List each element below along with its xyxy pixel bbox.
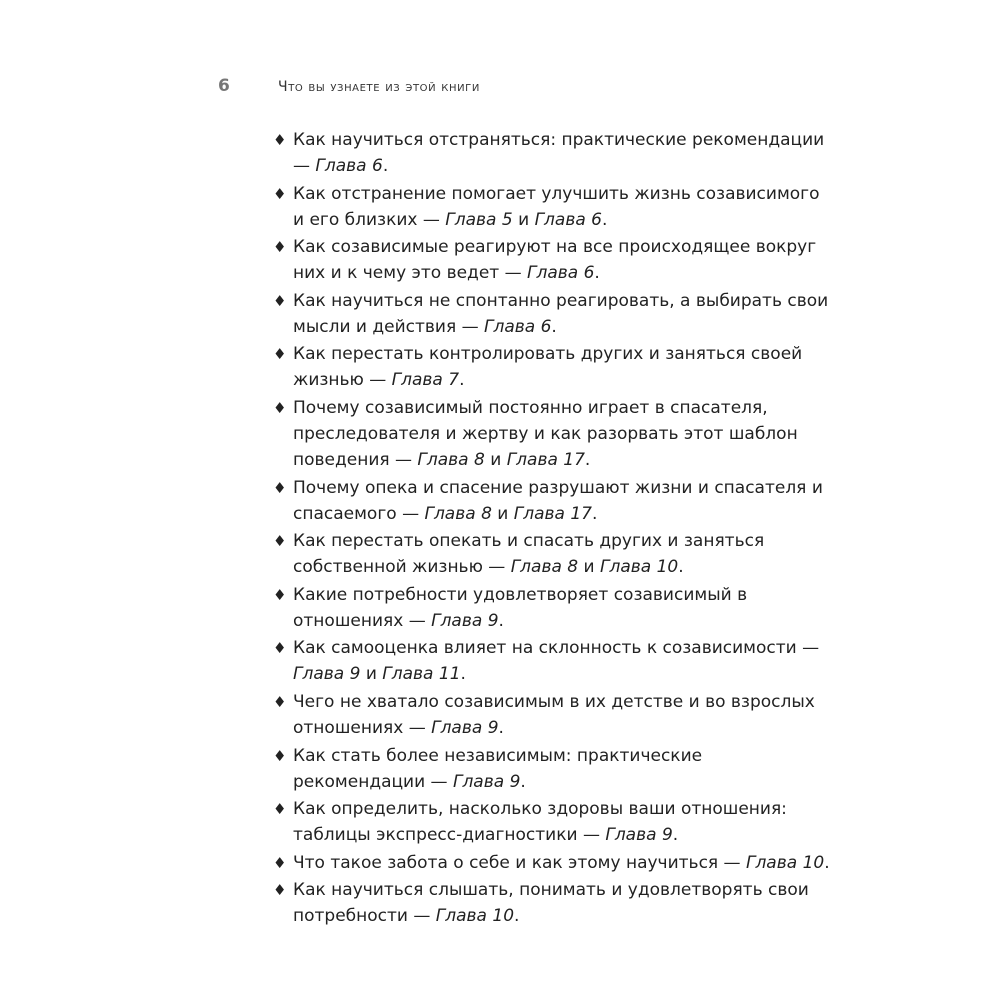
diamond-bullet-icon: ♦ [273,398,287,417]
chapter-ref: Глава 9 [431,717,499,738]
list-item [273,582,833,634]
chapter-ref: Глава 10 [435,906,515,927]
diamond-bullet-icon: ♦ [273,746,287,765]
item-text: Как научиться отстраняться: практические рекомендации — [293,130,825,176]
item-end: . [514,906,520,927]
diamond-bullet-icon: ♦ [273,238,287,257]
item-end: . [460,664,466,685]
list-item [273,288,833,340]
list-item [273,181,833,233]
item-end: . [459,370,465,391]
list-item [273,127,833,179]
item-text: Какие потребности удовлетворяет созависимый в отношениях — [293,584,748,631]
item-end: . [824,852,830,873]
item-end: . [498,610,504,631]
item-text: Почему созависимый постоянно играет в спасателя, преследователя и жертву и как разорвать этот шаблон поведения — [293,397,798,470]
item-text: Как самооценка влияет на склонность к созависимости — [293,638,820,659]
item-end: . [382,156,389,176]
item-text: Как перестать опекать и спасать других и заняться собственной жизнью — [293,531,765,578]
item-text: Чего не хватало созависимым в их детстве и во взрослых отношениях — [293,691,815,738]
chapter-ref: Глава 6 [534,209,602,230]
item-end: . [672,825,679,846]
item-end: . [591,503,598,524]
item-connector: и [360,664,383,685]
item-end: . [678,557,684,578]
chapter-ref: Глава 5 [445,209,513,230]
item-text: Почему опека и спасение разрушают жизни и спасателя и спасаемого — [293,477,823,524]
list-item [273,850,833,876]
diamond-bullet-icon: ♦ [273,853,287,872]
item-connector: и [484,449,507,470]
diamond-bullet-icon: ♦ [273,692,287,711]
chapter-ref: Глава 6 [315,156,383,176]
item-text: Как научиться не спонтанно реагировать, а выбирать свои мысли и действия — [293,290,829,337]
item-text: Как определить, насколько здоровы ваши отношения: таблицы экспресс-диагностики — [293,799,787,846]
running-head [218,76,480,100]
item-end: . [601,209,608,230]
chapter-ref: Глава 9 [431,610,499,631]
chapter-ref: Глава 11 [382,664,461,685]
item-text: Как перестать контролировать других и заняться своей жизнью — [293,344,803,391]
running-title: Что вы узнаете из этой книги [278,79,480,95]
item-end: . [520,771,526,792]
list-item [273,689,833,741]
chapter-ref: Глава 17 [513,503,592,524]
item-text: Как научиться слышать, понимать и удовлетворять свои потребности — [293,880,809,927]
item-end: . [498,717,504,738]
list-item [273,395,833,473]
list-item [273,341,833,393]
chapter-ref: Глава 10 [745,852,825,873]
topics-list [273,127,833,931]
chapter-ref: Глава 8 [510,557,579,578]
chapter-ref: Глава 9 [605,825,673,846]
chapter-ref: Глава 8 [424,503,492,524]
diamond-bullet-icon: ♦ [273,800,287,819]
diamond-bullet-icon: ♦ [273,345,287,364]
item-end: . [551,316,557,337]
chapter-ref: Глава 17 [506,449,585,470]
list-item [273,743,833,795]
page-number: 6 [218,76,230,96]
item-text: Как отстранение помогает улучшить жизнь созависимого и его близких — [293,183,820,230]
chapter-ref: Глава 10 [599,557,679,578]
item-text: Что такое забота о себе и как этому научиться — [293,852,746,873]
item-text: Как созависимые реагируют на все происходящее вокруг них и к чему это ведет — [293,237,817,284]
chapter-ref: Глава 6 [483,316,552,337]
chapter-ref: Глава 9 [452,771,521,792]
chapter-ref: Глава 7 [391,370,460,391]
diamond-bullet-icon: ♦ [273,131,287,149]
diamond-bullet-icon: ♦ [273,291,287,310]
item-end: . [594,263,600,284]
diamond-bullet-icon: ♦ [273,585,287,604]
list-item [273,234,833,286]
item-connector: и [491,503,514,524]
list-item [273,475,833,527]
item-connector: и [578,557,600,578]
item-connector: и [512,209,535,230]
chapter-ref: Глава 8 [417,449,485,470]
list-item [273,796,833,848]
diamond-bullet-icon: ♦ [273,478,287,497]
list-item [273,528,833,580]
diamond-bullet-icon: ♦ [273,184,287,203]
item-text: Как стать более независимым: практические рекомендации — [293,745,703,792]
diamond-bullet-icon: ♦ [273,532,287,551]
item-end: . [584,449,591,470]
diamond-bullet-icon: ♦ [273,639,287,658]
chapter-ref: Глава 6 [526,263,595,284]
list-item [273,877,833,929]
list-item [273,635,833,687]
chapter-ref: Глава 9 [293,664,361,685]
diamond-bullet-icon: ♦ [273,881,287,900]
